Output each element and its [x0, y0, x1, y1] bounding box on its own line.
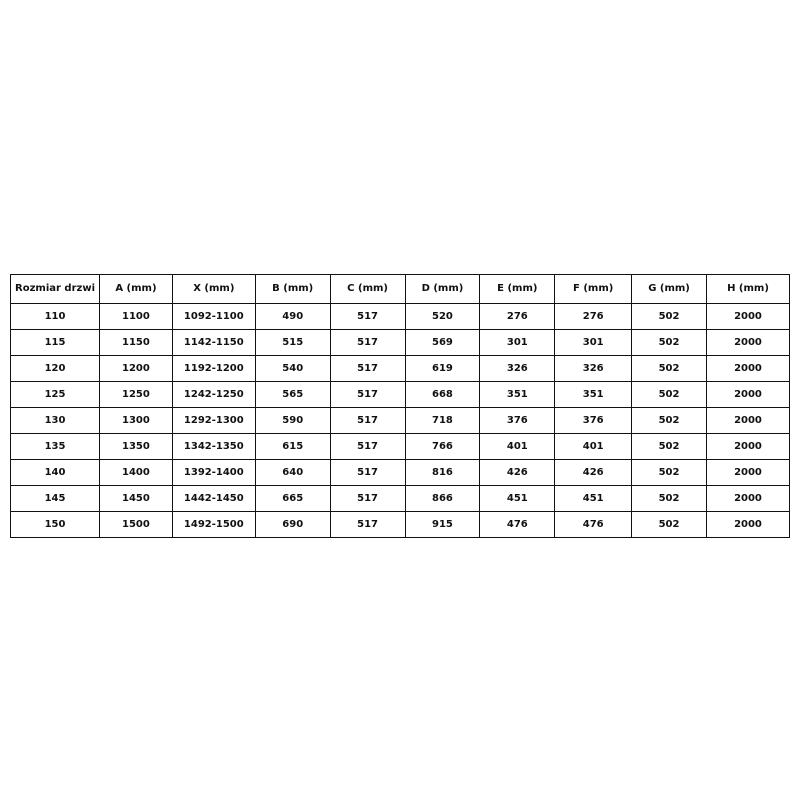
table-row	[11, 304, 790, 330]
table-cell: 1350	[100, 434, 173, 460]
table-cell: 1442-1450	[172, 486, 255, 512]
table-row	[11, 382, 790, 408]
table-cell: 690	[255, 512, 330, 538]
column-header: E (mm)	[480, 275, 555, 304]
table-cell: 517	[330, 512, 405, 538]
table-cell: 2000	[706, 304, 789, 330]
table-cell: 590	[255, 408, 330, 434]
table-row	[11, 356, 790, 382]
table-cell: 517	[330, 330, 405, 356]
column-header: G (mm)	[632, 275, 707, 304]
table-row	[11, 486, 790, 512]
column-header: C (mm)	[330, 275, 405, 304]
table-cell: 1242-1250	[172, 382, 255, 408]
column-header: F (mm)	[555, 275, 632, 304]
table-cell: 502	[632, 408, 707, 434]
table-row	[11, 434, 790, 460]
table-cell: 145	[11, 486, 100, 512]
table-cell: 1150	[100, 330, 173, 356]
table-header	[11, 275, 790, 304]
table-cell: 2000	[706, 460, 789, 486]
table-cell: 401	[555, 434, 632, 460]
table-cell: 502	[632, 382, 707, 408]
table-cell: 517	[330, 304, 405, 330]
table-cell: 1500	[100, 512, 173, 538]
table-cell: 125	[11, 382, 100, 408]
table-cell: 816	[405, 460, 480, 486]
door-size-specification-table	[10, 274, 790, 538]
table-cell: 1142-1150	[172, 330, 255, 356]
table-cell: 766	[405, 434, 480, 460]
table-cell: 135	[11, 434, 100, 460]
specification-table-container	[10, 274, 790, 538]
table-cell: 276	[480, 304, 555, 330]
table-cell: 1092-1100	[172, 304, 255, 330]
table-cell: 490	[255, 304, 330, 330]
table-cell: 276	[555, 304, 632, 330]
table-cell: 2000	[706, 330, 789, 356]
table-cell: 130	[11, 408, 100, 434]
table-cell: 665	[255, 486, 330, 512]
table-cell: 1100	[100, 304, 173, 330]
table-cell: 502	[632, 356, 707, 382]
table-cell: 140	[11, 460, 100, 486]
column-header: B (mm)	[255, 275, 330, 304]
table-cell: 866	[405, 486, 480, 512]
table-cell: 476	[480, 512, 555, 538]
table-cell: 426	[480, 460, 555, 486]
table-cell: 565	[255, 382, 330, 408]
table-cell: 718	[405, 408, 480, 434]
table-cell: 502	[632, 486, 707, 512]
table-cell: 476	[555, 512, 632, 538]
table-cell: 301	[555, 330, 632, 356]
table-cell: 376	[480, 408, 555, 434]
table-cell: 451	[480, 486, 555, 512]
table-cell: 326	[480, 356, 555, 382]
table-cell: 326	[555, 356, 632, 382]
table-cell: 1450	[100, 486, 173, 512]
table-cell: 502	[632, 434, 707, 460]
table-cell: 150	[11, 512, 100, 538]
table-cell: 517	[330, 434, 405, 460]
table-cell: 517	[330, 356, 405, 382]
table-cell: 2000	[706, 434, 789, 460]
table-cell: 1292-1300	[172, 408, 255, 434]
table-cell: 451	[555, 486, 632, 512]
table-cell: 517	[330, 460, 405, 486]
table-cell: 2000	[706, 408, 789, 434]
table-cell: 351	[555, 382, 632, 408]
table-body	[11, 304, 790, 538]
table-row	[11, 408, 790, 434]
table-cell: 2000	[706, 486, 789, 512]
table-cell: 301	[480, 330, 555, 356]
table-row	[11, 512, 790, 538]
table-cell: 1400	[100, 460, 173, 486]
table-cell: 2000	[706, 356, 789, 382]
table-cell: 540	[255, 356, 330, 382]
table-cell: 520	[405, 304, 480, 330]
table-cell: 1300	[100, 408, 173, 434]
table-cell: 915	[405, 512, 480, 538]
table-cell: 110	[11, 304, 100, 330]
table-cell: 351	[480, 382, 555, 408]
table-cell: 2000	[706, 382, 789, 408]
table-cell: 2000	[706, 512, 789, 538]
table-cell: 115	[11, 330, 100, 356]
table-cell: 401	[480, 434, 555, 460]
column-header: Rozmiar drzwi	[11, 275, 100, 304]
table-cell: 502	[632, 512, 707, 538]
table-cell: 515	[255, 330, 330, 356]
table-cell: 120	[11, 356, 100, 382]
table-cell: 1392-1400	[172, 460, 255, 486]
table-cell: 517	[330, 408, 405, 434]
table-cell: 615	[255, 434, 330, 460]
table-cell: 502	[632, 460, 707, 486]
table-cell: 668	[405, 382, 480, 408]
table-cell: 1192-1200	[172, 356, 255, 382]
table-cell: 619	[405, 356, 480, 382]
column-header: H (mm)	[706, 275, 789, 304]
table-row	[11, 330, 790, 356]
table-cell: 426	[555, 460, 632, 486]
table-cell: 1200	[100, 356, 173, 382]
table-cell: 1250	[100, 382, 173, 408]
table-cell: 502	[632, 330, 707, 356]
column-header: A (mm)	[100, 275, 173, 304]
table-row	[11, 460, 790, 486]
table-cell: 640	[255, 460, 330, 486]
table-cell: 1342-1350	[172, 434, 255, 460]
table-cell: 376	[555, 408, 632, 434]
table-cell: 517	[330, 486, 405, 512]
table-header-row	[11, 275, 790, 304]
table-cell: 517	[330, 382, 405, 408]
table-cell: 502	[632, 304, 707, 330]
table-cell: 569	[405, 330, 480, 356]
column-header: X (mm)	[172, 275, 255, 304]
column-header: D (mm)	[405, 275, 480, 304]
table-cell: 1492-1500	[172, 512, 255, 538]
